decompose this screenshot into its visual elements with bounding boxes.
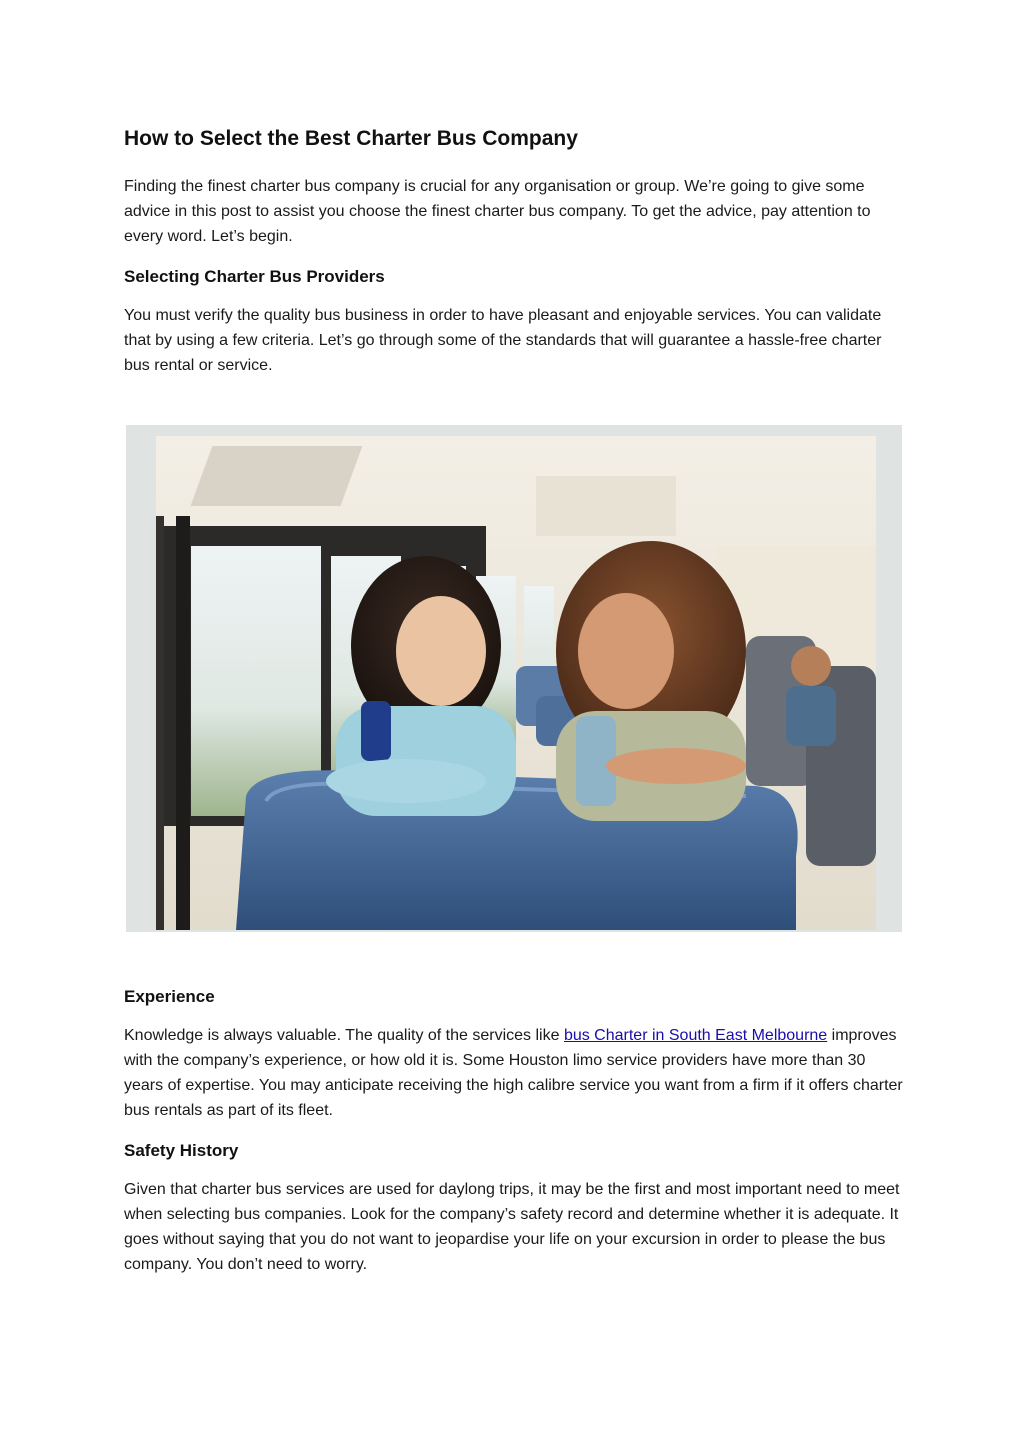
- experience-text-before-link: Knowledge is always valuable. The quality of the services like: [124, 1027, 564, 1044]
- bus-interior-photo: [156, 436, 876, 930]
- article-top: [124, 124, 904, 394]
- bus-charter-link[interactable]: bus Charter in South East Melbourne: [563, 1027, 828, 1044]
- section-body-experience: [124, 1023, 904, 1123]
- experience-text-after-link: improves with the company’s experience, or how old it is. Some Houston limo service providers have more than 30 years of expertise. You may anticipate receiving the high calibre service you want from a firm if it offers charter bus rentals as part of its fleet.: [124, 1027, 903, 1119]
- section-heading-experience: Experience: [124, 987, 215, 1006]
- photo-frame: [126, 425, 902, 932]
- article-bottom: [124, 985, 904, 1293]
- intro-paragraph: Finding the finest charter bus company is crucial for any organisation or group. We’re going to give some advice in this post to assist you choose the finest charter bus company. To get the advice, pay attention to every word. Let’s begin.: [124, 178, 871, 245]
- section-body-safety: Given that charter bus services are used for daylong trips, it may be the first and most important need to meet when selecting bus companies. Look for the company’s safety record and determine whether it is adequate. It goes without saying that you do not want to jeopardise your life on your excursion in order to please the bus company. You don’t need to worry.: [124, 1181, 900, 1273]
- section-body-providers: You must verify the quality bus business in order to have pleasant and enjoyable services. You can validate that by using a few criteria. Let’s go through some of the standards that will guarantee a hassle-free charter bus rental or service.: [124, 307, 882, 374]
- article-title: How to Select the Best Charter Bus Company: [124, 127, 578, 150]
- section-heading-providers: Selecting Charter Bus Providers: [124, 267, 385, 286]
- section-heading-safety: Safety History: [124, 1141, 239, 1160]
